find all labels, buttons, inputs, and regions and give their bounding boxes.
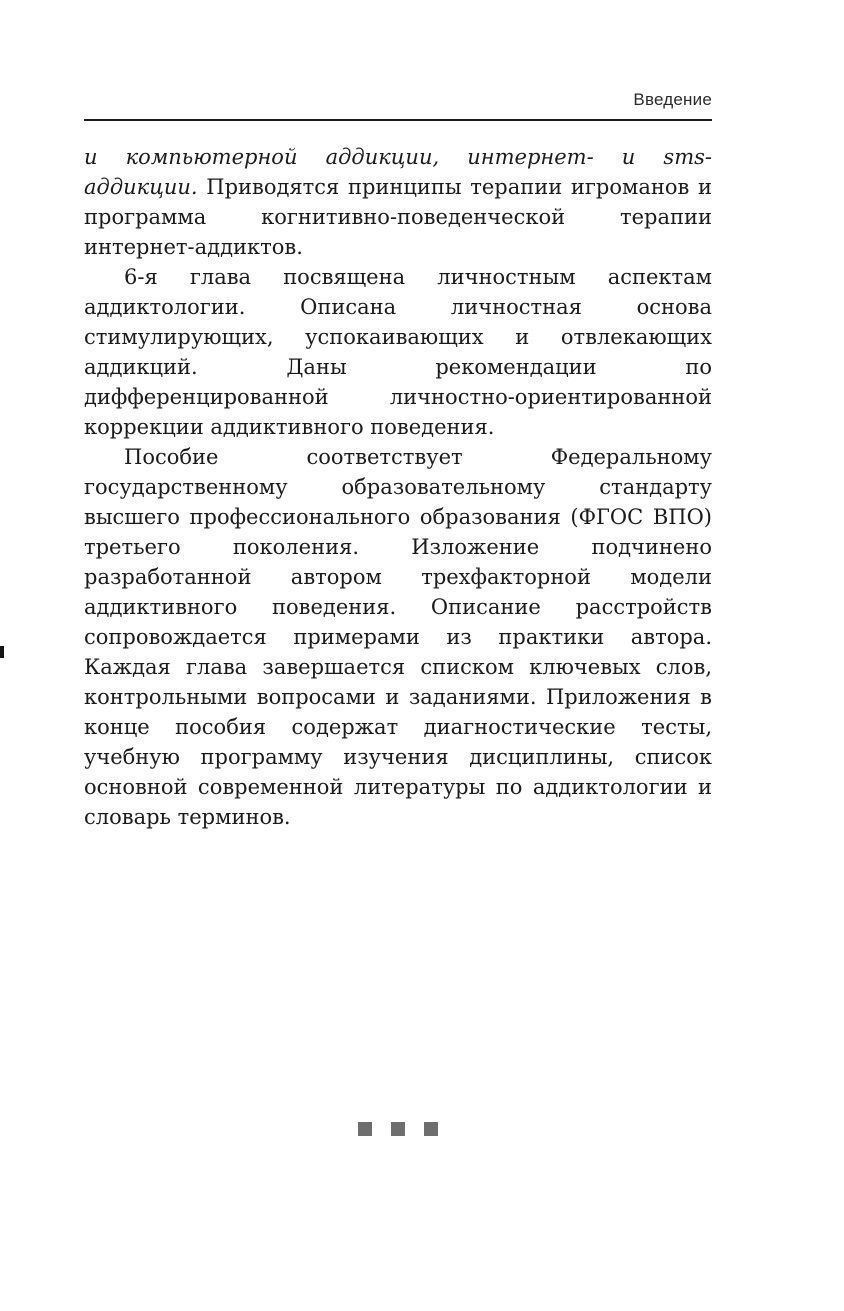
page-edge-mark (0, 646, 4, 658)
square-icon (391, 1122, 405, 1136)
page-header (84, 0, 712, 110)
text-column (84, 0, 712, 832)
paragraph: Пособие соответствует Федеральному государственному образовательному стандарту высшего профессионального образования (ФГОС ВПО) третьего поколения. Изложение подчинено разработанной автором трехфакторной модели аддиктивного поведения. Описание расстройств сопровождается примерами из практики автора. Каждая глава завершается списком ключевых слов, контрольными вопросами и заданиями. Приложения в конце пособия содержат диагностические тесты, учебную программу изучения дисциплины, список основной современной литературы по аддиктологии и словарь терминов. (84, 445, 712, 829)
paragraph-text: Приводятся принципы терапии игроманов и программа когнитивно-поведенческой терапии интернет-аддиктов. (84, 175, 712, 259)
paragraph: 6-я глава посвящена личностным аспектам аддиктологии. Описана личностная основа стимулирующих, успокаивающих и отвлекающих аддикций. Даны рекомендации по дифференцированной личностно-ориентированной коррекции аддиктивного поведения. (84, 265, 712, 439)
ornament-squares (84, 1122, 712, 1136)
paragraph-continuation (84, 142, 712, 262)
italic-lead-text: и компьютерной аддикции, интернет- и sms-аддикции. (84, 145, 712, 199)
square-icon (358, 1122, 372, 1136)
header-rule (84, 119, 712, 121)
square-icon (424, 1122, 438, 1136)
body-text (84, 142, 712, 832)
running-title: Введение (633, 90, 712, 109)
